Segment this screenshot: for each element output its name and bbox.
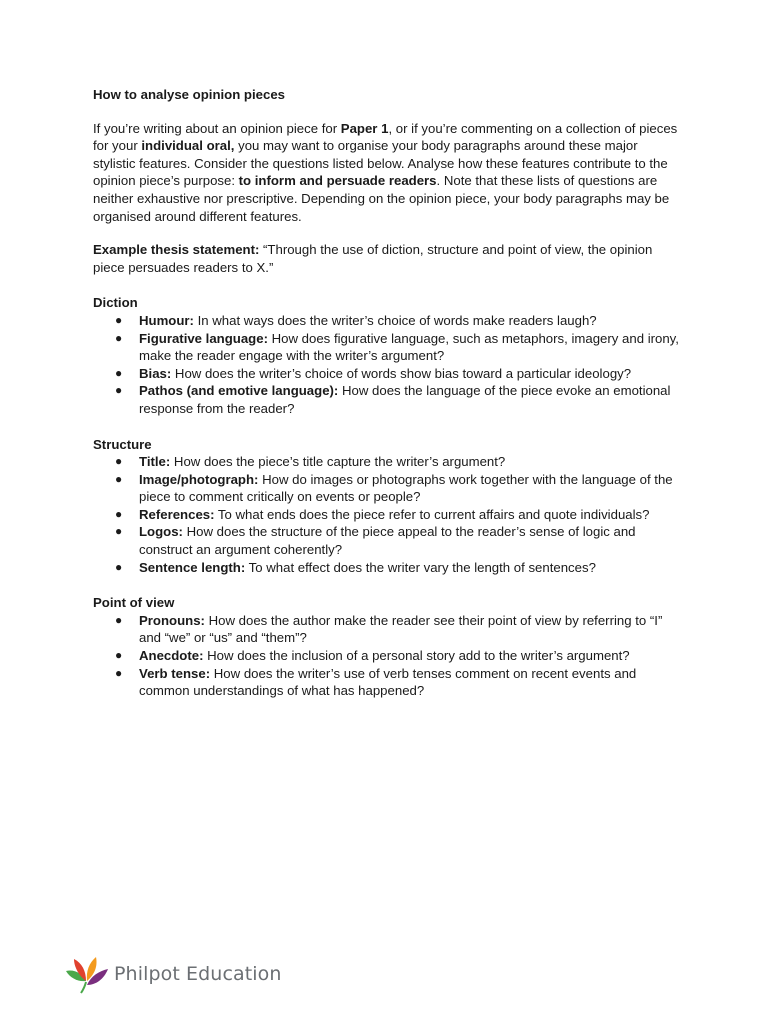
list-item	[93, 330, 683, 365]
item-term: Title:	[139, 454, 171, 470]
item-text: How does the structure of the piece appeal to the reader’s sense of logic and construct an argument coherently?	[139, 524, 636, 558]
item-term: Anecdote:	[139, 648, 204, 664]
section-heading-structure: Structure	[93, 436, 152, 452]
item-term: References:	[139, 506, 215, 522]
item-text: How does the language of the piece evoke an emotional response from the reader?	[139, 383, 671, 416]
structure-list	[93, 453, 683, 576]
list-item	[93, 382, 683, 417]
list-item	[93, 523, 683, 558]
list-item	[93, 506, 683, 524]
list-item	[93, 453, 683, 471]
bullet-icon: ●	[115, 454, 123, 469]
list-item	[93, 559, 683, 577]
item-term: Figurative language:	[139, 330, 268, 346]
bullet-icon: ●	[115, 612, 123, 627]
item-text: How does the author make the reader see their point of view by referring to “I” and “we” or “us” and “them”?	[139, 612, 663, 646]
intro-paragraph	[93, 120, 683, 226]
intro-text: , or if you’re commenting on a collection of pieces for your	[93, 120, 678, 154]
bullet-icon: ●	[115, 648, 123, 663]
intro-bold: to inform and persuade readers	[238, 173, 437, 189]
section-heading-diction: Diction	[93, 295, 138, 311]
item-text: How does figurative language, such as metaphors, imagery and irony, make the reader engage with the writer’s argument?	[139, 330, 679, 364]
item-text: To what ends does the piece refer to current affairs and quote individuals?	[214, 506, 650, 522]
leaf-logo-icon	[64, 955, 112, 995]
item-text: How does the writer’s use of verb tenses comment on recent events and common understandings of what has happened?	[139, 665, 637, 699]
list-item	[93, 365, 683, 383]
section-heading-point-of-view: Point of view	[93, 595, 175, 611]
item-term: Sentence length:	[139, 559, 246, 575]
item-term: Pathos (and emotive language):	[139, 383, 339, 399]
intro-text: If you’re writing about an opinion piece for	[93, 120, 341, 136]
item-text: How does the piece’s title capture the writer’s argument?	[170, 454, 506, 470]
thesis-text: “Through the use of diction, structure and point of view, the opinion piece persuades readers to X.”	[93, 242, 653, 275]
item-term: Humour:	[139, 312, 194, 328]
list-item	[93, 471, 683, 506]
point-of-view-list	[93, 612, 683, 700]
item-text: How does the writer’s choice of words show bias toward a particular ideology?	[171, 365, 632, 381]
bullet-icon: ●	[115, 559, 123, 574]
list-item	[93, 665, 683, 700]
item-text: How does the inclusion of a personal story add to the writer’s argument?	[203, 648, 630, 664]
diction-list	[93, 312, 683, 418]
thesis-label: Example thesis statement:	[93, 242, 260, 258]
item-term: Logos:	[139, 524, 183, 540]
bullet-icon: ●	[115, 365, 123, 380]
brand-name: Philpot Education	[114, 963, 282, 986]
bullet-icon: ●	[115, 383, 123, 398]
bullet-icon: ●	[115, 312, 123, 327]
philpot-education-logo	[64, 955, 282, 995]
item-text: How do images or photographs work together with the language of the piece to comment critically on events or people?	[139, 471, 673, 505]
item-term: Verb tense:	[139, 665, 211, 681]
item-term: Bias:	[139, 365, 172, 381]
bullet-icon: ●	[115, 524, 123, 539]
thesis-paragraph	[93, 241, 683, 276]
bullet-icon: ●	[115, 330, 123, 345]
intro-text: . Note that these lists of questions are neither exhaustive nor prescriptive. Depending on the opinion piece, your body paragraphs may be organised around different features.	[93, 173, 670, 224]
bullet-icon: ●	[115, 471, 123, 486]
list-item	[93, 612, 683, 647]
document-page	[93, 86, 683, 718]
bullet-icon: ●	[115, 665, 123, 680]
document-title: How to analyse opinion pieces	[93, 87, 285, 102]
intro-bold: Paper 1	[340, 120, 389, 136]
bullet-icon: ●	[115, 506, 123, 521]
item-text: In what ways does the writer’s choice of words make readers laugh?	[193, 312, 597, 328]
item-text: To what effect does the writer vary the length of sentences?	[245, 559, 596, 575]
item-term: Image/photograph:	[139, 471, 259, 487]
list-item	[93, 312, 683, 330]
list-item	[93, 647, 683, 665]
intro-text: you may want to organise your body paragraphs around these major stylistic features. Consider the questions listed below. Analyse how these features contribute to the opinion piece’s purpose:	[93, 138, 668, 189]
leaf-stem	[81, 982, 86, 993]
item-term: Pronouns:	[139, 612, 205, 628]
intro-bold: individual oral,	[141, 138, 235, 154]
